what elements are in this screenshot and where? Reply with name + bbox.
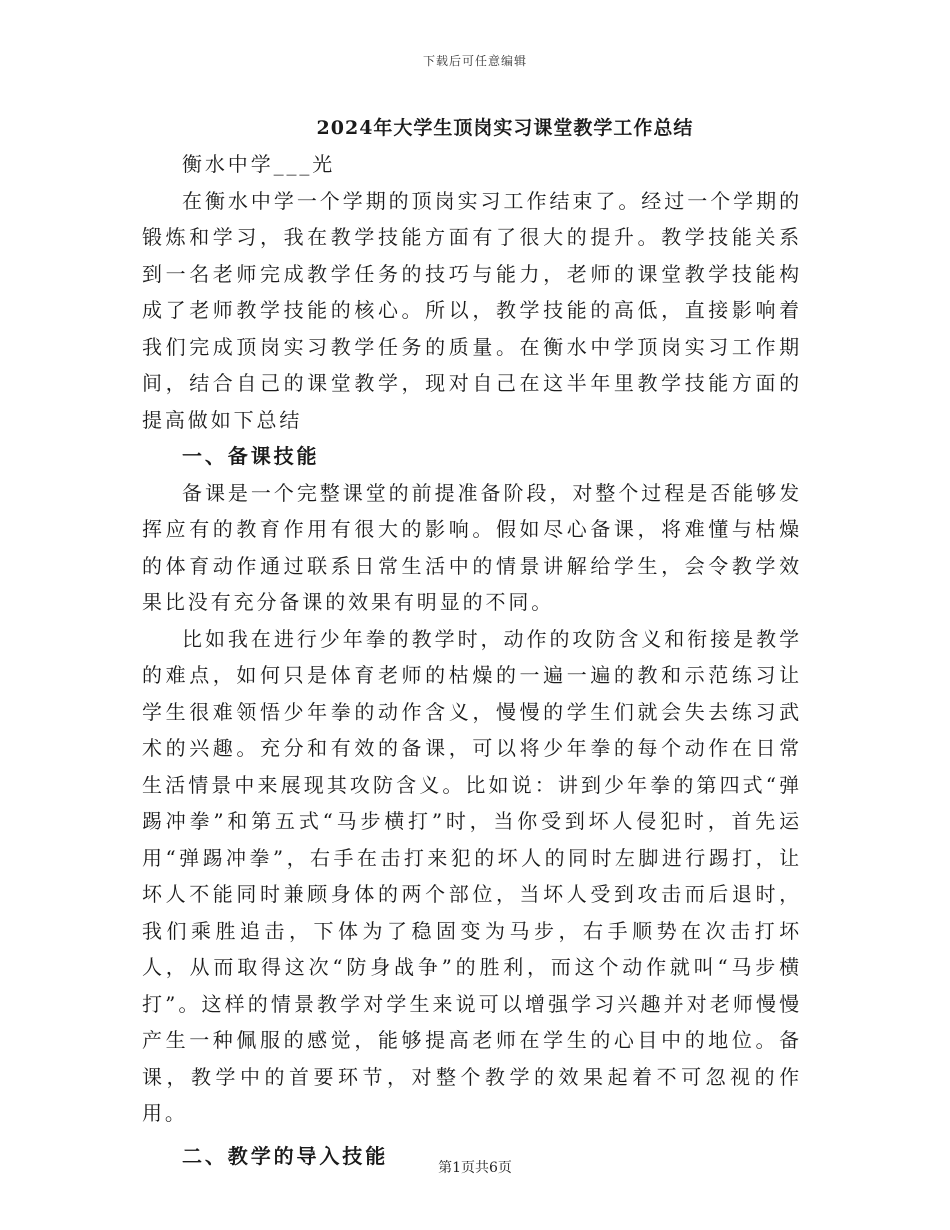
author-line: 衡水中学___光 xyxy=(182,152,336,176)
paragraph-lesson-prep: 备课是一个完整课堂的前提准备阶段，对整个过程是否能够发挥应有的教育作用有很大的影响。假如尽心备课，将难懂与枯燥的体育动作通过联系日常生活中的情景讲解给学生，会令教学效果比没有充分备课的效果有明显的不同。 xyxy=(142,480,802,614)
paragraph-intro: 在衡水中学一个学期的顶岗实习工作结束了。经过一个学期的锻炼和学习，我在教学技能方面有了很大的提升。教学技能关系到一名老师完成教学任务的技巧与能力，老师的课堂教学技能构成了老师教学技能的核心。所以，教学技能的高低，直接影响着我们完成顶岗实习教学任务的质量。在衡水中学顶岗实习工作期间，结合自己的课堂教学，现对自己在这半年里教学技能方面的提高做如下总结 xyxy=(142,188,802,432)
section-heading-2: 二、教学的导入技能 xyxy=(182,1143,389,1168)
page-title: 2024年大学生顶岗实习课堂教学工作总结 xyxy=(316,117,694,139)
page-footer: 第1页共6页 xyxy=(438,1160,512,1176)
section-heading-1: 一、备课技能 xyxy=(182,444,320,468)
document-body xyxy=(142,146,802,1174)
header-note: 下载后可任意编辑 xyxy=(422,54,527,68)
paragraph-example: 比如我在进行少年拳的教学时，动作的攻防含义和衔接是教学的难点，如何只是体育老师的枯燥的一遍一遍的教和示范练习让学生很难领悟少年拳的动作含义，慢慢的学生们就会失去练习武术的兴趣。充分和有效的备课，可以将少年拳的每个动作在日常生活情景中来展现其攻防含义。比如说：讲到少年拳的第四式“弹踢冲拳”和第五式“马步横打”时，当你受到坏人侵犯时，首先运用“弹踢冲拳”，右手在击打来犯的坏人的同时左脚进行踢打，让坏人不能同时兼顾身体的两个部位，当坏人受到攻击而后退时，我们乘胜追击，下体为了稳固变为马步，右手顺势在次击打坏人，从而取得这次“防身战争”的胜利，而这个动作就叫“马步横打”。这样的情景教学对学生来说可以增强学习兴趣并对老师慢慢产生一种佩服的感觉，能够提高老师在学生的心目中的地位。备课，教学中的首要环节，对整个教学的效果起着不可忽视的作用。 xyxy=(142,626,802,1125)
